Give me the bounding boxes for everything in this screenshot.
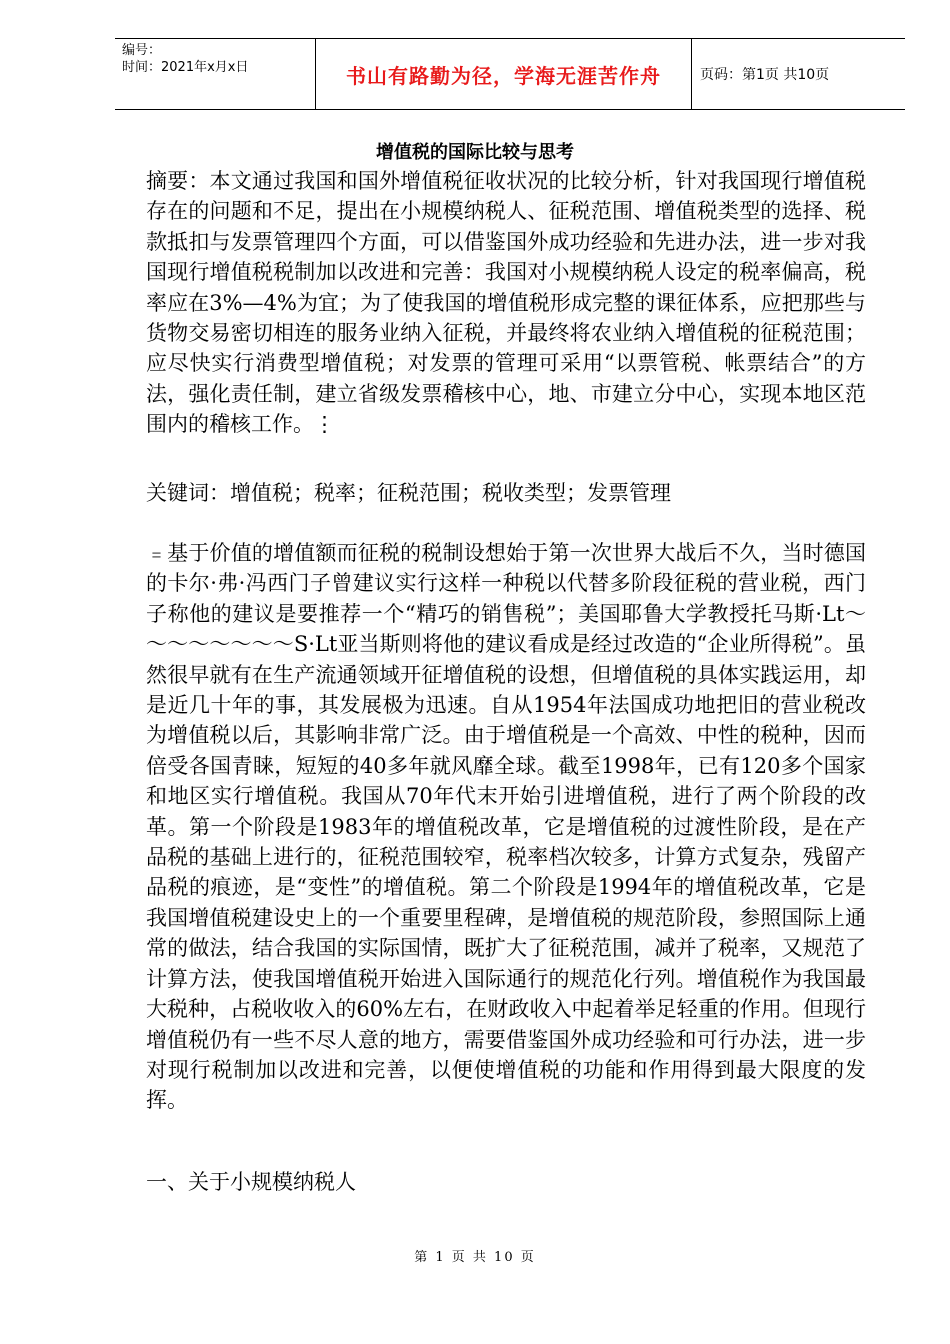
document-header	[115, 38, 905, 110]
page-footer: 第 1 页 共 10 页	[414, 1250, 536, 1265]
document-title: 增值税的国际比较与思考	[376, 142, 574, 163]
keywords-line: 关键词：增值税；税率；征税范围；税收类型；发票管理	[146, 481, 671, 505]
document-number-label: 编号：	[122, 43, 162, 58]
intro-paragraph: ﹦基于价值的增值额而征税的税制设想始于第一次世界大战后不久，当时德国的卡尔·弗·冯西门子曾建议实行这样一种税以代替多阶段征税的营业税，西门子称他的建议是要推荐一个“精巧的销售税”；美国耶鲁大学教授托马斯·Lt～～～～～～～～S·Lt亚当斯则将他的建议看成是经过改造的“企业所得税”。虽然很早就有在生产流通领域开征增值税的设想，但增值税的具体实践运用，却是近几十年的事，其发展极为迅速。自从1954年法国成功地把旧的营业税改为增值税以后，其影响非常广泛。由于增值税是一个高效、中性的税种，因而倍受各国青睐，短短的40多年就风靡全球。截至1998年，已有120多个国家和地区实行增值税。我国从70年代末开始引进增值税，进行了两个阶段的改革。第一个阶段是1983年的增值税改革，它是增值税的过渡性阶段，是在产品税的基础上进行的，征税范围较窄，税率档次较多，计算方式复杂，残留产品税的痕迹，是“变性”的增值税。第二个阶段是1994年的增值税改革，它是我国增值税建设史上的一个重要里程碑，是增值税的规范阶段，参照国际上通常的做法，结合我国的实际国情，既扩大了征税范围，减并了税率，又规范了计算方法，使我国增值税开始进入国际通行的规范化行列。增值税作为我国最大税种，占税收收入的60%左右，在财政收入中起着举足轻重的作用。但现行增值税仍有一些不尽人意的地方，需要借鉴国外成功经验和可行办法，进一步对现行税制加以改进和完善，以便使增值税的功能和作用得到最大限度的发挥。	[146, 541, 866, 1113]
header-page-info: 页码：第1页 共10页	[700, 67, 830, 83]
header-meta	[115, 39, 315, 109]
header-motto: 书山有路勤为径，学海无涯苦作舟	[346, 63, 661, 88]
header-page-info-cell	[690, 39, 905, 109]
abstract-paragraph: 摘要：本文通过我国和国外增值税征收状况的比较分析，针对我国现行增值税存在的问题和不足，提出在小规模纳税人、征税范围、增值税类型的选择、税款抵扣与发票管理四个方面，可以借鉴国外成功经验和先进办法，进一步对我国现行增值税税制加以改进和完善：我国对小规模纳税人设定的税率偏高，税率应在3%—4%为宜；为了使我国的增值税形成完整的课征体系，应把那些与货物交易密切相连的服务业纳入征税，并最终将农业纳入增值税的征税范围；应尽快实行消费型增值税；对发票的管理可采用“以票管税、帐票结合”的方法，强化责任制，建立省级发票稽核中心，地、市建立分中心，实现本地区范围内的稽核工作。⋮	[146, 169, 866, 437]
section-heading: 一、关于小规模纳税人	[146, 1170, 356, 1194]
document-time-label: 时间：2021年x月x日	[122, 60, 249, 75]
header-motto-cell	[315, 39, 692, 109]
